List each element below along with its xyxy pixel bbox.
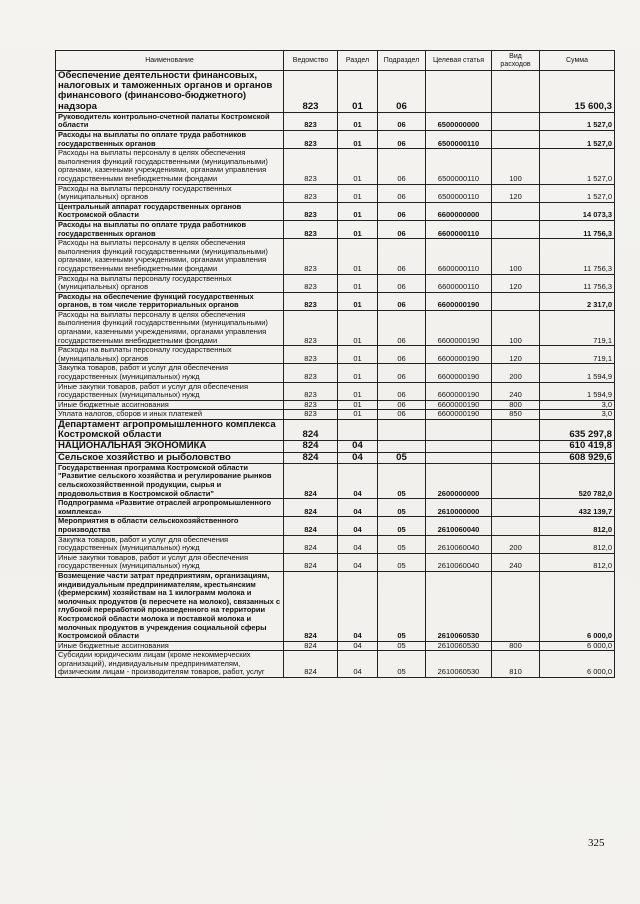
- cell-statya: 2610060530: [426, 571, 492, 641]
- cell-summa: 1 594,9: [540, 364, 615, 382]
- cell-podrazdel: 06: [378, 131, 426, 149]
- cell-vid-rashodov: 810: [492, 651, 540, 678]
- cell-razdel: 01: [338, 382, 378, 400]
- cell-vedomstvo: 824: [284, 452, 338, 463]
- table-row: [56, 452, 615, 463]
- table-row: [56, 553, 615, 571]
- cell-podrazdel: [378, 441, 426, 452]
- cell-podrazdel: 06: [378, 149, 426, 184]
- cell-vid-rashodov: [492, 452, 540, 463]
- cell-summa: 14 073,3: [540, 202, 615, 220]
- table-row: [56, 274, 615, 292]
- cell-vedomstvo: 823: [284, 364, 338, 382]
- table-row: [56, 517, 615, 535]
- table-row: [56, 535, 615, 553]
- cell-name: Государственная программа Костромской области "Развитие сельского хозяйства и регулирование рынков сельскохозяйственной продукции, сырья и продовольствия в Костромской области": [56, 463, 284, 498]
- cell-vid-rashodov: 800: [492, 641, 540, 651]
- cell-vedomstvo: 823: [284, 292, 338, 310]
- cell-razdel: 01: [338, 310, 378, 345]
- cell-razdel: 04: [338, 641, 378, 651]
- cell-name: Иные закупки товаров, работ и услуг для обеспечения государственных (муниципальных) нужд: [56, 382, 284, 400]
- cell-summa: 6 000,0: [540, 641, 615, 651]
- table-row: [56, 149, 615, 184]
- cell-razdel: 04: [338, 463, 378, 498]
- cell-podrazdel: 05: [378, 517, 426, 535]
- cell-vedomstvo: 823: [284, 310, 338, 345]
- table-body: [56, 71, 615, 678]
- cell-podrazdel: 05: [378, 499, 426, 517]
- cell-name: Расходы на выплаты по оплате труда работников государственных органов: [56, 220, 284, 238]
- cell-vedomstvo: 824: [284, 463, 338, 498]
- cell-razdel: 01: [338, 202, 378, 220]
- cell-summa: 6 000,0: [540, 651, 615, 678]
- cell-statya: 6600000190: [426, 400, 492, 410]
- cell-podrazdel: 06: [378, 239, 426, 274]
- cell-razdel: 01: [338, 149, 378, 184]
- header-vedomstvo: Ведомство: [284, 51, 338, 71]
- cell-vid-rashodov: 240: [492, 553, 540, 571]
- cell-vid-rashodov: [492, 220, 540, 238]
- cell-name: Расходы на выплаты по оплате труда работников государственных органов: [56, 131, 284, 149]
- cell-name: Центральный аппарат государственных органов Костромской области: [56, 202, 284, 220]
- cell-razdel: 01: [338, 112, 378, 130]
- cell-name: Расходы на обеспечение функций государственных органов, в том числе территориальных органов: [56, 292, 284, 310]
- cell-summa: 719,1: [540, 346, 615, 364]
- cell-statya: [426, 441, 492, 452]
- table-row: [56, 310, 615, 345]
- cell-vedomstvo: 824: [284, 641, 338, 651]
- cell-razdel: 01: [338, 400, 378, 410]
- cell-podrazdel: 06: [378, 382, 426, 400]
- cell-summa: 1 527,0: [540, 149, 615, 184]
- cell-statya: 2610060530: [426, 641, 492, 651]
- cell-statya: 2610060040: [426, 517, 492, 535]
- cell-summa: 719,1: [540, 310, 615, 345]
- cell-statya: 2610060530: [426, 651, 492, 678]
- header-vid-rashodov: Вид расходов: [492, 51, 540, 71]
- table-row: [56, 71, 615, 113]
- cell-statya: 2610000000: [426, 499, 492, 517]
- cell-summa: 11 756,3: [540, 239, 615, 274]
- table-row: [56, 184, 615, 202]
- cell-vedomstvo: 824: [284, 651, 338, 678]
- cell-podrazdel: 06: [378, 112, 426, 130]
- cell-summa: 635 297,8: [540, 420, 615, 441]
- cell-vid-rashodov: [492, 292, 540, 310]
- cell-razdel: 04: [338, 499, 378, 517]
- cell-name: Расходы на выплаты персоналу государственных (муниципальных) органов: [56, 346, 284, 364]
- cell-vedomstvo: 824: [284, 535, 338, 553]
- table-row: [56, 364, 615, 382]
- cell-name: Расходы на выплаты персоналу в целях обеспечения выполнения функций государственными (муниципальными) органами, казенными учреждениями, органами управления государственными внебюджетными фондами: [56, 149, 284, 184]
- cell-razdel: 01: [338, 220, 378, 238]
- table-row: [56, 499, 615, 517]
- cell-vedomstvo: 823: [284, 131, 338, 149]
- table-row: [56, 202, 615, 220]
- header-razdel: Раздел: [338, 51, 378, 71]
- cell-name: Обеспечение деятельности финансовых, налоговых и таможенных органов и органов финансового (финансово-бюджетного) надзора: [56, 71, 284, 113]
- cell-vedomstvo: 824: [284, 420, 338, 441]
- cell-razdel: 04: [338, 571, 378, 641]
- cell-podrazdel: 06: [378, 400, 426, 410]
- cell-vedomstvo: 823: [284, 410, 338, 420]
- cell-name: Подпрограмма «Развитие отраслей агропромышленного комплекса»: [56, 499, 284, 517]
- cell-name: Уплата налогов, сборов и иных платежей: [56, 410, 284, 420]
- cell-statya: 2610060040: [426, 553, 492, 571]
- cell-podrazdel: 05: [378, 641, 426, 651]
- cell-vedomstvo: 823: [284, 382, 338, 400]
- cell-summa: 520 782,0: [540, 463, 615, 498]
- table-row: [56, 571, 615, 641]
- cell-podrazdel: 05: [378, 535, 426, 553]
- cell-vedomstvo: 824: [284, 499, 338, 517]
- cell-name: Иные закупки товаров, работ и услуг для обеспечения государственных (муниципальных) нужд: [56, 553, 284, 571]
- cell-razdel: [338, 420, 378, 441]
- cell-summa: 11 756,3: [540, 274, 615, 292]
- cell-vid-rashodov: 120: [492, 346, 540, 364]
- cell-name: Расходы на выплаты персоналу государственных (муниципальных) органов: [56, 184, 284, 202]
- cell-summa: 812,0: [540, 553, 615, 571]
- cell-vedomstvo: 824: [284, 517, 338, 535]
- cell-vid-rashodov: 100: [492, 310, 540, 345]
- cell-summa: 3,0: [540, 400, 615, 410]
- cell-razdel: 01: [338, 346, 378, 364]
- header-summa: Сумма: [540, 51, 615, 71]
- cell-statya: 6600000190: [426, 292, 492, 310]
- cell-vedomstvo: 823: [284, 220, 338, 238]
- cell-vid-rashodov: 800: [492, 400, 540, 410]
- cell-podrazdel: 06: [378, 346, 426, 364]
- cell-podrazdel: 06: [378, 410, 426, 420]
- cell-statya: 6500000110: [426, 149, 492, 184]
- cell-name: НАЦИОНАЛЬНАЯ ЭКОНОМИКА: [56, 441, 284, 452]
- cell-name: Департамент агропромышленного комплекса Костромской области: [56, 420, 284, 441]
- cell-summa: 1 527,0: [540, 184, 615, 202]
- cell-podrazdel: [378, 420, 426, 441]
- cell-razdel: 04: [338, 517, 378, 535]
- cell-podrazdel: 05: [378, 651, 426, 678]
- cell-podrazdel: 06: [378, 310, 426, 345]
- cell-statya: [426, 452, 492, 463]
- table-header-row: [56, 51, 615, 71]
- cell-vid-rashodov: [492, 499, 540, 517]
- cell-summa: 608 929,6: [540, 452, 615, 463]
- table-row: [56, 131, 615, 149]
- cell-podrazdel: 05: [378, 463, 426, 498]
- cell-podrazdel: 05: [378, 571, 426, 641]
- cell-razdel: 01: [338, 364, 378, 382]
- cell-podrazdel: 06: [378, 184, 426, 202]
- cell-statya: 6600000190: [426, 364, 492, 382]
- cell-razdel: 01: [338, 71, 378, 113]
- table-row: [56, 651, 615, 678]
- cell-name: Расходы на выплаты персоналу в целях обеспечения выполнения функций государственными (муниципальными) органами, казенными учреждениями, органами управления государственными внебюджетными фондами: [56, 310, 284, 345]
- cell-summa: 812,0: [540, 535, 615, 553]
- table-row: [56, 239, 615, 274]
- cell-podrazdel: 05: [378, 452, 426, 463]
- table-row: [56, 420, 615, 441]
- cell-name: Мероприятия в области сельскохозяйственного производства: [56, 517, 284, 535]
- cell-statya: 6600000110: [426, 220, 492, 238]
- cell-summa: 812,0: [540, 517, 615, 535]
- cell-statya: [426, 420, 492, 441]
- cell-statya: 6600000190: [426, 410, 492, 420]
- cell-summa: 3,0: [540, 410, 615, 420]
- cell-razdel: 01: [338, 131, 378, 149]
- cell-vedomstvo: 824: [284, 441, 338, 452]
- cell-summa: 6 000,0: [540, 571, 615, 641]
- cell-vid-rashodov: 120: [492, 274, 540, 292]
- cell-vedomstvo: 823: [284, 149, 338, 184]
- cell-summa: 1 594,9: [540, 382, 615, 400]
- cell-vid-rashodov: [492, 112, 540, 130]
- cell-razdel: 01: [338, 292, 378, 310]
- cell-razdel: 01: [338, 239, 378, 274]
- cell-statya: 6600000000: [426, 202, 492, 220]
- cell-name: Расходы на выплаты персоналу в целях обеспечения выполнения функций государственными (муниципальными) органами, казенными учреждениями, органами управления государственными внебюджетными фондами: [56, 239, 284, 274]
- cell-name: Субсидии юридическим лицам (кроме некоммерческих организаций), индивидуальным предпринимателям, физическим лицам - производителям товаров, работ, услуг: [56, 651, 284, 678]
- cell-name: Возмещение части затрат предприятиям, организациям, индивидуальным предпринимателям, крестьянским (фермерским) хозяйствам на 1 килограмм молока и молочных продуктов (в пересчете на молоко), связанных с глубокой переработкой произведенного на территории Костромской области молока и поставкой молока и молочных продуктов в учреждения социальной сферы Костромской области: [56, 571, 284, 641]
- cell-summa: 15 600,3: [540, 71, 615, 113]
- cell-statya: 6500000110: [426, 184, 492, 202]
- cell-vid-rashodov: [492, 441, 540, 452]
- table-row: [56, 346, 615, 364]
- header-statya: Целевая статья: [426, 51, 492, 71]
- table-row: [56, 112, 615, 130]
- cell-name: Иные бюджетные ассигнования: [56, 400, 284, 410]
- cell-summa: 610 419,8: [540, 441, 615, 452]
- cell-podrazdel: 06: [378, 220, 426, 238]
- cell-vid-rashodov: [492, 131, 540, 149]
- cell-vedomstvo: 823: [284, 184, 338, 202]
- cell-vedomstvo: 823: [284, 400, 338, 410]
- cell-vedomstvo: 823: [284, 239, 338, 274]
- cell-name: Расходы на выплаты персоналу государственных (муниципальных) органов: [56, 274, 284, 292]
- table-row: [56, 441, 615, 452]
- cell-statya: 6600000190: [426, 382, 492, 400]
- cell-name: Иные бюджетные ассигнования: [56, 641, 284, 651]
- cell-summa: 1 527,0: [540, 131, 615, 149]
- cell-vid-rashodov: [492, 420, 540, 441]
- header-name: Наименование: [56, 51, 284, 71]
- cell-vedomstvo: 824: [284, 553, 338, 571]
- cell-vedomstvo: 823: [284, 202, 338, 220]
- header-podrazdel: Подраздел: [378, 51, 426, 71]
- cell-statya: [426, 71, 492, 113]
- cell-statya: 2610060040: [426, 535, 492, 553]
- cell-vid-rashodov: [492, 571, 540, 641]
- cell-podrazdel: 05: [378, 553, 426, 571]
- cell-summa: 11 756,3: [540, 220, 615, 238]
- cell-razdel: 04: [338, 452, 378, 463]
- cell-vedomstvo: 823: [284, 71, 338, 113]
- cell-statya: 6600000110: [426, 274, 492, 292]
- cell-name: Руководитель контрольно-счетной палаты Костромской области: [56, 112, 284, 130]
- cell-vedomstvo: 823: [284, 346, 338, 364]
- budget-table: [55, 50, 615, 678]
- cell-razdel: 04: [338, 535, 378, 553]
- cell-podrazdel: 06: [378, 202, 426, 220]
- cell-name: Закупка товаров, работ и услуг для обеспечения государственных (муниципальных) нужд: [56, 535, 284, 553]
- cell-statya: 6600000190: [426, 346, 492, 364]
- cell-razdel: 01: [338, 184, 378, 202]
- table-row: [56, 292, 615, 310]
- cell-razdel: 04: [338, 651, 378, 678]
- cell-podrazdel: 06: [378, 364, 426, 382]
- cell-vid-rashodov: 100: [492, 149, 540, 184]
- cell-vid-rashodov: [492, 517, 540, 535]
- cell-statya: 6600000190: [426, 310, 492, 345]
- cell-vid-rashodov: 100: [492, 239, 540, 274]
- cell-statya: 6500000110: [426, 131, 492, 149]
- cell-vid-rashodov: [492, 71, 540, 113]
- cell-podrazdel: 06: [378, 71, 426, 113]
- page-number: 325: [588, 837, 605, 849]
- cell-podrazdel: 06: [378, 292, 426, 310]
- cell-razdel: 01: [338, 274, 378, 292]
- table-row: [56, 220, 615, 238]
- cell-summa: 2 317,0: [540, 292, 615, 310]
- cell-vid-rashodov: 200: [492, 364, 540, 382]
- cell-summa: 432 139,7: [540, 499, 615, 517]
- cell-statya: 6600000110: [426, 239, 492, 274]
- cell-vid-rashodov: 120: [492, 184, 540, 202]
- cell-vid-rashodov: 200: [492, 535, 540, 553]
- table-row: [56, 463, 615, 498]
- cell-razdel: 01: [338, 410, 378, 420]
- cell-name: Сельское хозяйство и рыболовство: [56, 452, 284, 463]
- cell-vid-rashodov: [492, 202, 540, 220]
- cell-statya: 6500000000: [426, 112, 492, 130]
- cell-vedomstvo: 823: [284, 274, 338, 292]
- cell-vedomstvo: 824: [284, 571, 338, 641]
- cell-statya: 2600000000: [426, 463, 492, 498]
- cell-name: Закупка товаров, работ и услуг для обеспечения государственных (муниципальных) нужд: [56, 364, 284, 382]
- cell-vedomstvo: 823: [284, 112, 338, 130]
- table-row: [56, 382, 615, 400]
- cell-vid-rashodov: [492, 463, 540, 498]
- cell-summa: 1 527,0: [540, 112, 615, 130]
- cell-razdel: 04: [338, 553, 378, 571]
- cell-vid-rashodov: 240: [492, 382, 540, 400]
- cell-vid-rashodov: 850: [492, 410, 540, 420]
- cell-razdel: 04: [338, 441, 378, 452]
- cell-podrazdel: 06: [378, 274, 426, 292]
